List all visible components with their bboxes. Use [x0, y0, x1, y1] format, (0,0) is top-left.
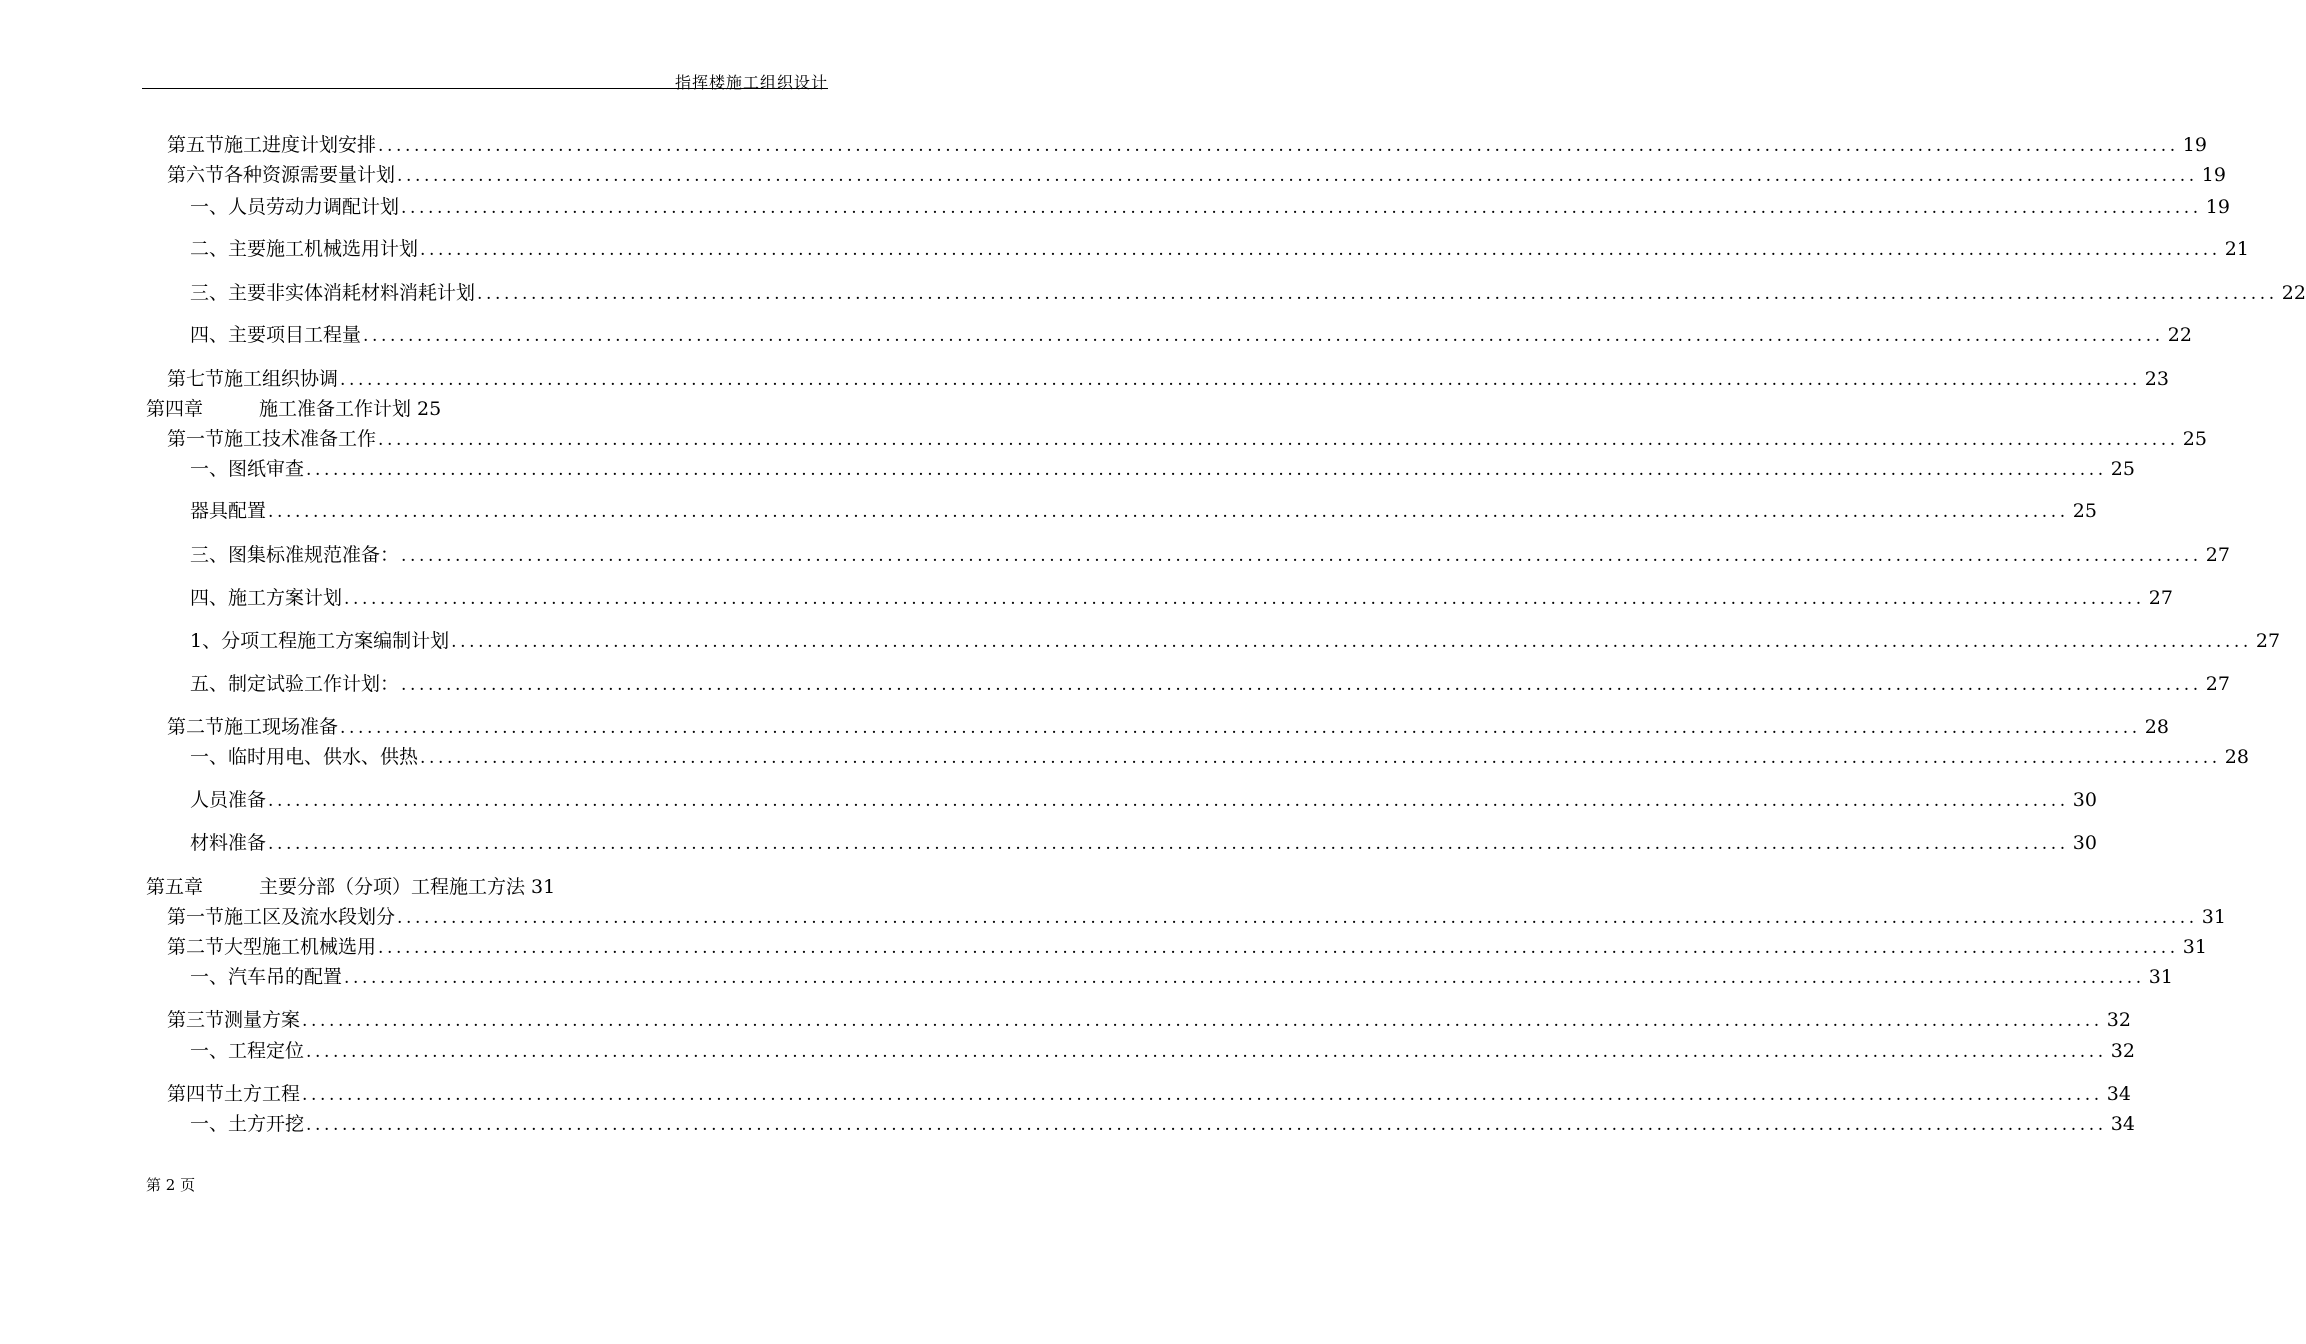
dot-leader: ........................................................................................................................................................................................................ — [451, 632, 2252, 652]
dot-leader: ........................................................................................................................................................................................................ — [363, 326, 2164, 346]
toc-section-number: 第七节 — [167, 368, 225, 390]
dot-leader: ........................................................................................................................................................................................................ — [401, 198, 2202, 218]
toc-entry-title: 土方工程 — [224, 1083, 301, 1105]
dot-leader: ........................................................................................................................................................................................................ — [344, 589, 2145, 609]
toc-item[interactable] — [190, 787, 2097, 813]
toc-entry-title: 1、分项工程施工方案编制计划 — [190, 630, 450, 652]
toc-section-number: 第二节 — [167, 716, 225, 738]
toc-entry-title: 施工组织协调 — [224, 368, 339, 390]
toc-section-number: 第一节 — [167, 428, 225, 450]
dot-leader: ........................................................................................................................................................................................................ — [340, 370, 2141, 390]
toc-entry-title: 三、主要非实体消耗材料消耗计划 — [190, 282, 476, 304]
dot-leader: ........................................................................................................................................................................................................ — [401, 546, 2202, 566]
dot-leader: ........................................................................................................................................................................................................ — [378, 430, 2179, 450]
dot-leader: ........................................................................................................................................................................................................ — [420, 748, 2221, 768]
dot-leader: ........................................................................................................................................................................................................ — [344, 968, 2145, 988]
toc-entry-title: 一、土方开挖 — [190, 1113, 305, 1135]
toc-section[interactable] — [167, 1081, 2131, 1107]
toc-section-number: 第二节 — [167, 936, 225, 958]
toc-entry-title: 施工区及流水段划分 — [224, 906, 396, 928]
toc-entry-title: 各种资源需要量计划 — [224, 164, 396, 186]
toc-entry-title: 器具配置 — [190, 500, 267, 522]
page-footer: 第 2 页 — [146, 1176, 196, 1194]
toc-entry-title: 施工现场准备 — [224, 716, 339, 738]
dot-leader: ........................................................................................................................................................................................................ — [397, 166, 2198, 186]
toc-item[interactable] — [190, 498, 2097, 524]
toc-page-number: 25 — [2182, 428, 2207, 450]
dot-leader: ........................................................................................................................................................................................................ — [340, 718, 2141, 738]
toc-item[interactable] — [190, 964, 2173, 990]
dot-leader: ........................................................................................................................................................................................................ — [268, 791, 2069, 811]
toc-page-number: 30 — [2072, 832, 2097, 854]
dot-leader: ........................................................................................................................................................................................................ — [306, 1115, 2107, 1135]
toc-entry-title: 人员准备 — [190, 789, 267, 811]
toc-entry-title: 一、临时用电、供水、供热 — [190, 746, 419, 768]
toc-chapter-number: 第四章 — [146, 398, 204, 420]
toc-page-number: 31 — [2182, 936, 2207, 958]
toc-entry-title: 一、图纸审查 — [190, 458, 305, 480]
toc-section-number: 第一节 — [167, 906, 225, 928]
toc-page-number: 19 — [2182, 134, 2207, 156]
toc-entry-title: 一、汽车吊的配置 — [190, 966, 343, 988]
toc-page-number: 30 — [2072, 789, 2097, 811]
toc-chapter-title: 施工准备工作计划 25 — [259, 398, 442, 420]
toc-item[interactable] — [190, 280, 2306, 306]
toc-page-number: 22 — [2281, 282, 2306, 304]
toc-item[interactable] — [190, 744, 2249, 770]
toc-item[interactable] — [190, 585, 2173, 611]
dot-leader: ........................................................................................................................................................................................................ — [268, 502, 2069, 522]
toc-section[interactable] — [167, 162, 2226, 188]
toc-entry-title: 一、人员劳动力调配计划 — [190, 196, 400, 218]
toc-page-number: 23 — [2144, 368, 2169, 390]
toc-item[interactable] — [190, 542, 2230, 568]
toc-item[interactable] — [190, 671, 2230, 697]
dot-leader: ........................................................................................................................................................................................................ — [477, 284, 2278, 304]
toc-section[interactable] — [167, 366, 2169, 392]
toc-page-number: 27 — [2148, 587, 2173, 609]
toc-page-number: 25 — [2072, 500, 2097, 522]
dot-leader: ........................................................................................................................................................................................................ — [302, 1011, 2103, 1031]
toc-item[interactable] — [190, 1111, 2135, 1137]
toc-entry-title: 材料准备 — [190, 832, 267, 854]
dot-leader: ........................................................................................................................................................................................................ — [268, 834, 2069, 854]
toc-page-number: 32 — [2106, 1009, 2131, 1031]
toc-page-number: 34 — [2110, 1113, 2135, 1135]
toc-entry-title: 四、施工方案计划 — [190, 587, 343, 609]
toc-entry-title: 测量方案 — [224, 1009, 301, 1031]
dot-leader: ........................................................................................................................................................................................................ — [306, 1042, 2107, 1062]
toc-section-number: 第五节 — [167, 134, 225, 156]
toc-section[interactable] — [167, 132, 2207, 158]
page-header-title: 指挥楼施工组织设计 — [674, 73, 828, 92]
toc-section[interactable] — [167, 1007, 2131, 1033]
toc-chapter-title: 主要分部（分项）工程施工方法 31 — [259, 876, 556, 898]
toc-entry-title: 三、图集标准规范准备： — [190, 544, 400, 566]
toc-page-number: 22 — [2167, 324, 2192, 346]
toc-section-number: 第六节 — [167, 164, 225, 186]
toc-page-number: 28 — [2144, 716, 2169, 738]
toc-entry-title: 施工技术准备工作 — [224, 428, 377, 450]
dot-leader: ........................................................................................................................................................................................................ — [378, 136, 2179, 156]
toc-item[interactable] — [190, 194, 2230, 220]
toc-item[interactable] — [190, 236, 2249, 262]
toc-chapter-number: 第五章 — [146, 876, 204, 898]
toc-entry-title: 二、主要施工机械选用计划 — [190, 238, 419, 260]
toc-item[interactable] — [190, 1038, 2135, 1064]
toc-section[interactable] — [167, 934, 2207, 960]
dot-leader: ........................................................................................................................................................................................................ — [378, 938, 2179, 958]
toc-entry-title: 大型施工机械选用 — [224, 936, 377, 958]
toc-entry-title: 施工进度计划安排 — [224, 134, 377, 156]
toc-entry-title: 一、工程定位 — [190, 1040, 305, 1062]
toc-section-number: 第三节 — [167, 1009, 225, 1031]
toc-page-number: 34 — [2106, 1083, 2131, 1105]
toc-page-number: 28 — [2224, 746, 2249, 768]
dot-leader: ........................................................................................................................................................................................................ — [420, 240, 2221, 260]
toc-item[interactable] — [190, 830, 2097, 856]
toc-section-number: 第四节 — [167, 1083, 225, 1105]
toc-page-number: 27 — [2205, 673, 2230, 695]
toc-section[interactable] — [167, 426, 2207, 452]
toc-page-number: 27 — [2255, 630, 2281, 652]
toc-page-number: 25 — [2110, 458, 2135, 480]
toc-chapter[interactable] — [146, 396, 441, 422]
toc-item[interactable] — [190, 322, 2192, 348]
toc-page-number: 32 — [2110, 1040, 2135, 1062]
toc-page-number: 19 — [2201, 164, 2226, 186]
dot-leader: ........................................................................................................................................................................................................ — [302, 1085, 2103, 1105]
toc-page-number: 31 — [2201, 906, 2226, 928]
toc-item[interactable] — [190, 628, 2281, 654]
dot-leader: ........................................................................................................................................................................................................ — [401, 675, 2202, 695]
toc-section[interactable] — [167, 904, 2226, 930]
toc-page-number: 27 — [2205, 544, 2230, 566]
dot-leader: ........................................................................................................................................................................................................ — [306, 460, 2107, 480]
toc-page-number: 31 — [2148, 966, 2173, 988]
toc-entry-title: 五、制定试验工作计划： — [190, 673, 400, 695]
dot-leader: ........................................................................................................................................................................................................ — [397, 908, 2198, 928]
toc-page-number: 19 — [2205, 196, 2230, 218]
toc-chapter[interactable] — [146, 874, 555, 900]
toc-page-number: 21 — [2224, 238, 2249, 260]
toc-item[interactable] — [190, 456, 2135, 482]
toc-section[interactable] — [167, 714, 2169, 740]
header-rule — [142, 88, 828, 89]
toc-entry-title: 四、主要项目工程量 — [190, 324, 362, 346]
